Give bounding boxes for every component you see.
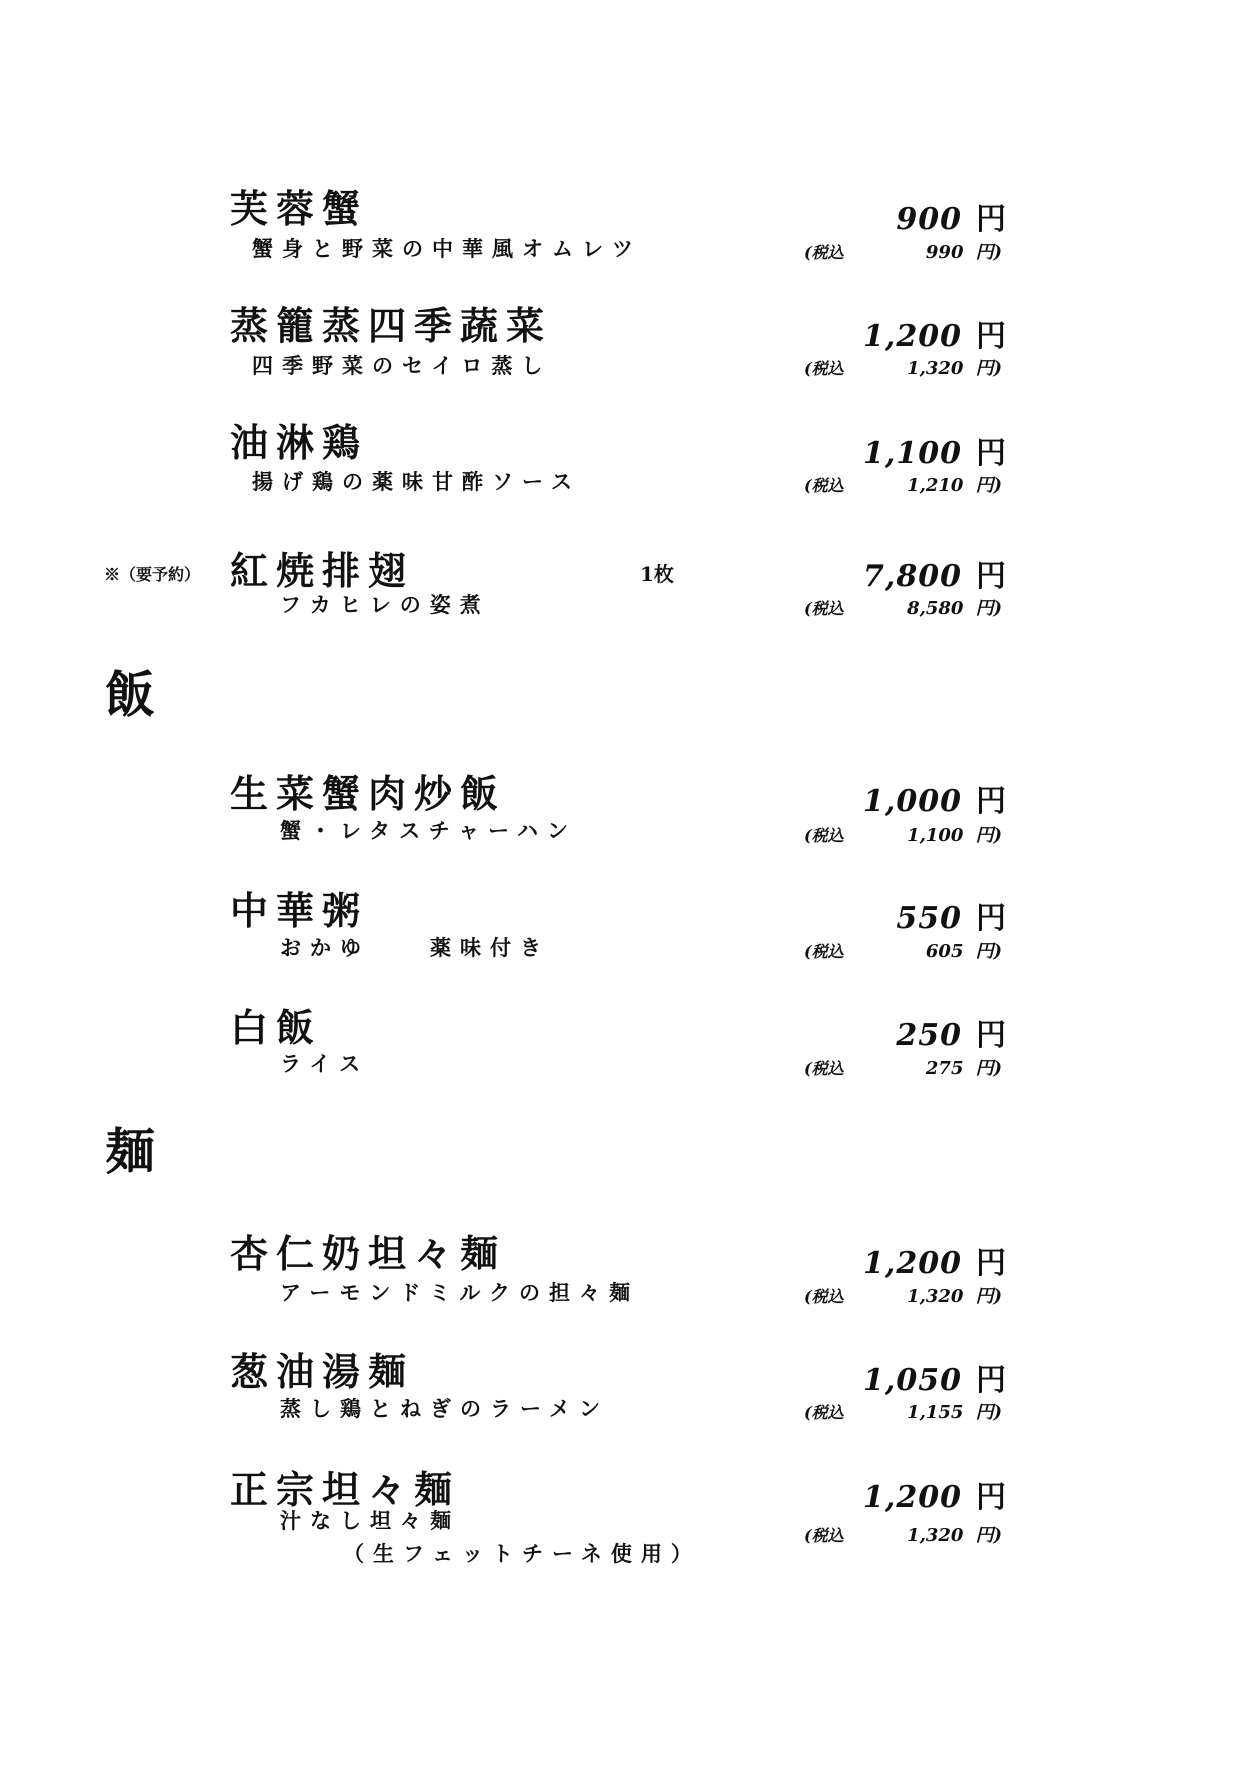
item-description: おかゆ 薬味付き [280, 935, 550, 960]
item-description: アーモンドミルクの担々麺 [280, 1280, 639, 1305]
tax-label: (税込 [804, 1059, 844, 1078]
item-description-note: （生フェットチーネ使用） [343, 1541, 701, 1566]
tax-label: (税込 [804, 476, 844, 495]
item-name: 紅焼排翅 [230, 548, 415, 593]
tax-price: 1,155 円) [907, 1402, 1002, 1423]
tax-label: (税込 [804, 942, 844, 961]
tax-label: (税込 [804, 599, 844, 618]
item-name: 杏仁奶坦々麺 [230, 1231, 507, 1276]
item-description: 蟹・レタスチャーハン [280, 818, 578, 843]
item-price: 1,200 円 [863, 1480, 1007, 1515]
section-heading: 飯 [105, 665, 155, 724]
item-description: フカヒレの姿煮 [280, 592, 490, 617]
item-description: 四季野菜のセイロ蒸し [252, 353, 552, 378]
tax-price: 1,210 円) [907, 475, 1002, 496]
item-name: 油淋鶏 [230, 420, 369, 465]
tax-label: (税込 [804, 1403, 844, 1422]
item-description: 汁なし坦々麺 [280, 1508, 460, 1533]
tax-price: 1,320 円) [907, 1525, 1002, 1546]
item-name: 白飯 [230, 1005, 323, 1050]
tax-label: (税込 [804, 1287, 844, 1306]
item-price: 1,200 円 [863, 319, 1007, 354]
tax-price: 1,320 円) [907, 1286, 1002, 1307]
item-price: 1,050 円 [863, 1363, 1007, 1398]
item-description: 蟹身と野菜の中華風オムレツ [252, 236, 642, 261]
tax-label: (税込 [804, 1526, 844, 1545]
tax-label: (税込 [804, 243, 844, 262]
tax-price: 1,320 円) [907, 358, 1002, 379]
item-price: 1,100 円 [863, 436, 1007, 471]
item-price: 1,200 円 [863, 1246, 1007, 1281]
item-name: 中華粥 [230, 888, 369, 933]
item-price: 7,800 円 [863, 559, 1007, 594]
tax-price: 8,580 円) [907, 598, 1002, 619]
item-description: ライス [280, 1051, 370, 1076]
section-heading: 麺 [105, 1122, 155, 1181]
tax-label: (税込 [804, 359, 844, 378]
item-price: 1,000 円 [863, 784, 1007, 819]
tax-price: 990 円) [925, 242, 1002, 263]
item-name: 葱油湯麺 [230, 1349, 415, 1394]
item-description: 蒸し鶏とねぎのラーメン [280, 1396, 609, 1421]
item-price: 900 円 [896, 202, 1007, 237]
item-name: 蒸籠蒸四季蔬菜 [230, 303, 553, 348]
item-name: 生菜蟹肉炒飯 [230, 771, 507, 816]
reservation-note: ※（要予約） [104, 565, 201, 584]
item-unit: 1枚 [640, 562, 674, 586]
tax-price: 1,100 円) [907, 825, 1002, 846]
item-description: 揚げ鶏の薬味甘酢ソース [252, 469, 581, 494]
tax-label: (税込 [804, 826, 844, 845]
item-name: 芙蓉蟹 [230, 186, 369, 231]
tax-price: 275 円) [925, 1058, 1002, 1079]
item-price: 250 円 [896, 1018, 1007, 1053]
item-name: 正宗坦々麺 [230, 1467, 461, 1512]
item-price: 550 円 [896, 901, 1007, 936]
tax-price: 605 円) [925, 941, 1002, 962]
